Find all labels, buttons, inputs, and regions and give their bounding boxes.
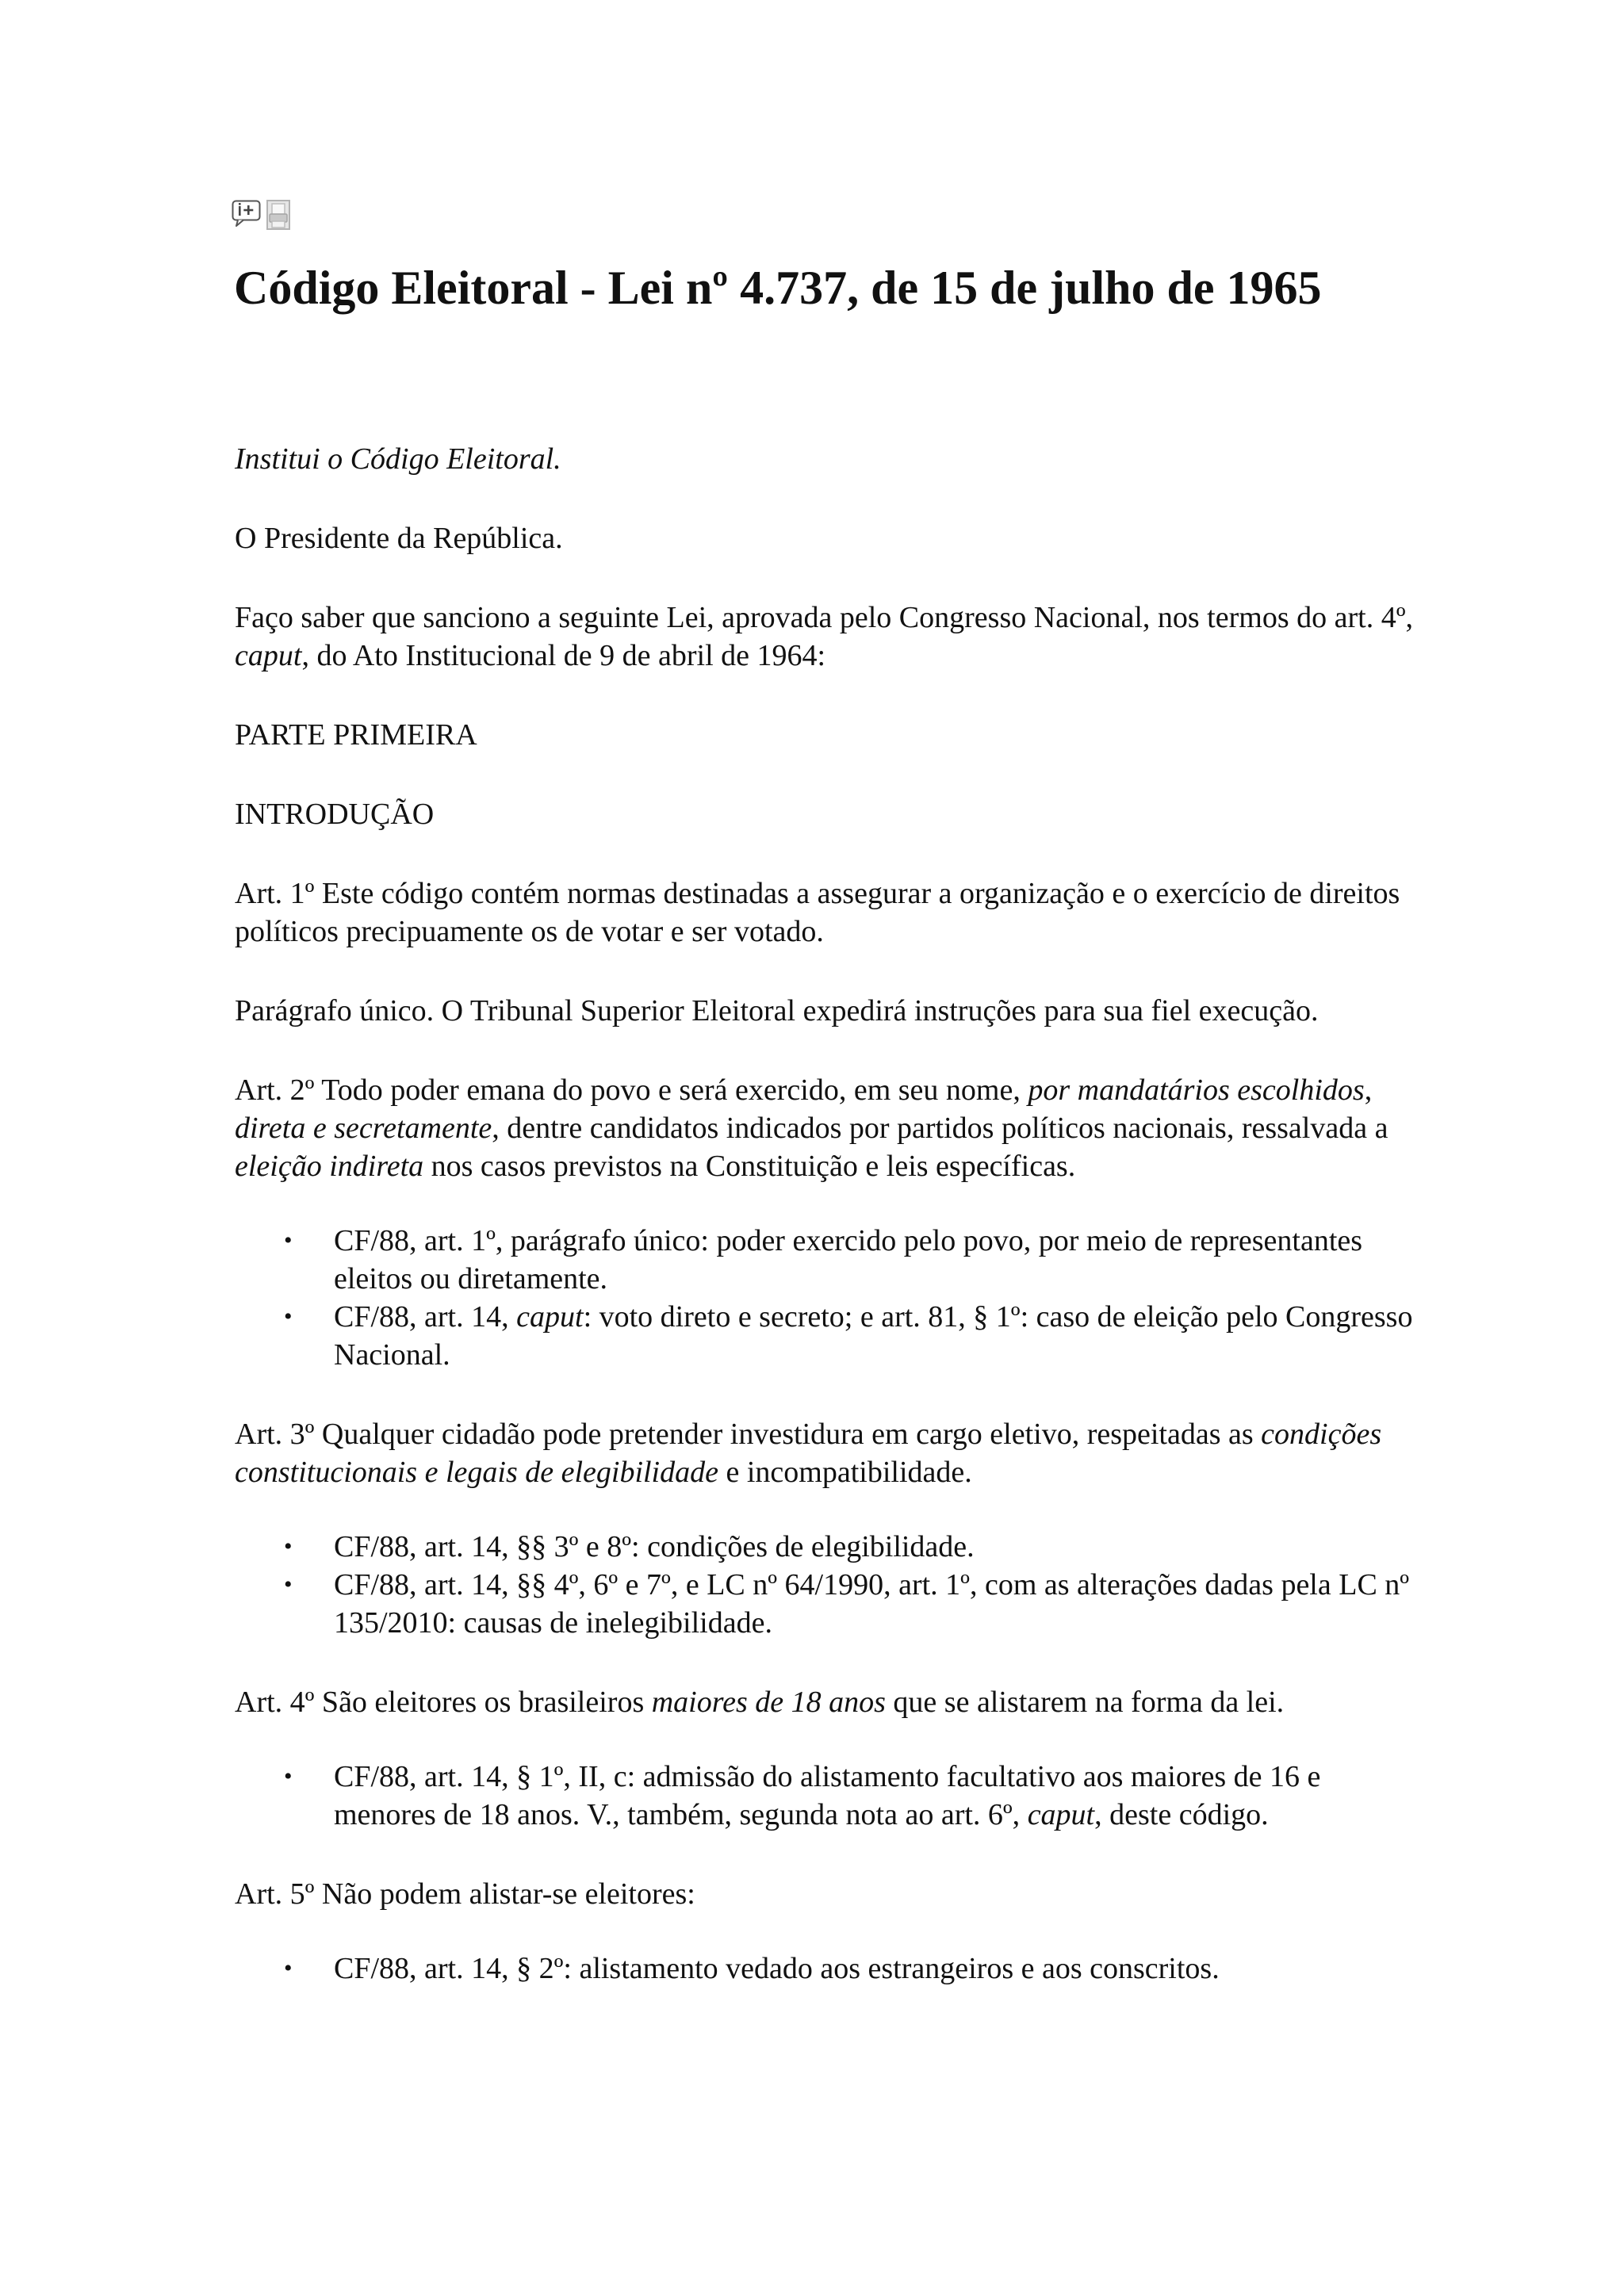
president-line: O Presidente da República. [235, 522, 563, 555]
preamble: Faço saber que sanciono a seguinte Lei, aprovada pelo Congresso Nacional, nos termos do art. 4º, caput, do Ato Institucional de 9 de abril de 1964: [235, 601, 1413, 672]
article-1: Art. 1º Este código contém normas destinadas a assegurar a organização e o exercício de direitos políticos precipuamente os de votar e ser votado. [235, 877, 1400, 948]
print-icon[interactable] [266, 200, 290, 234]
part-heading: PARTE PRIMEIRA [235, 718, 477, 752]
list-item: • CF/88, art. 14, § 1º, II, c: admissão do alistamento facultativo aos maiores de 16 e menores de 18 anos. V., também, segunda nota ao art. 6º, caput, deste código. [334, 1758, 1424, 1834]
section-heading: INTRODUÇÃO [235, 798, 435, 831]
article-2-notes [235, 1222, 1424, 1374]
list-item: • CF/88, art. 14, caput: voto direto e secreto; e art. 81, § 1º: caso de eleição pelo Congresso Nacional. [334, 1298, 1424, 1374]
article-1-paragraph: Parágrafo único. O Tribunal Superior Eleitoral expedirá instruções para sua fiel execução. [235, 994, 1319, 1027]
list-item: • CF/88, art. 14, § 2º: alistamento vedado aos estrangeiros e aos conscritos. [334, 1950, 1424, 1988]
article-5: Art. 5º Não podem alistar-se eleitores: [235, 1877, 695, 1911]
article-2: Art. 2º Todo poder emana do povo e será exercido, em seu nome, por mandatários escolhidos, direta e secretamente, dentre candidatos indicados por partidos políticos nacionais, ressalvada a eleição indireta nos casos previstos na Constituição e leis específicas. [235, 1073, 1388, 1183]
info-plus-icon[interactable] [232, 200, 262, 231]
page-title: Código Eleitoral - Lei nº 4.737, de 15 de julho de 1965 [234, 262, 1322, 314]
document-body [235, 440, 1424, 2029]
article-5-notes [235, 1950, 1424, 1988]
ementa: Institui o Código Eleitoral. [235, 442, 561, 476]
document-toolbar [232, 200, 290, 234]
article-3-notes [235, 1528, 1424, 1642]
article-4-notes [235, 1758, 1424, 1834]
list-item: • CF/88, art. 1º, parágrafo único: poder exercido pelo povo, por meio de representantes eleitos ou diretamente. [334, 1222, 1424, 1298]
article-3: Art. 3º Qualquer cidadão pode pretender investidura em cargo eletivo, respeitadas as condições constitucionais e legais de elegibilidade e incompatibilidade. [235, 1418, 1382, 1489]
list-item: • CF/88, art. 14, §§ 3º e 8º: condições de elegibilidade. [334, 1528, 1424, 1566]
list-item: • CF/88, art. 14, §§ 4º, 6º e 7º, e LC nº 64/1990, art. 1º, com as alterações dadas pela LC nº 135/2010: causas de inelegibilidade. [334, 1566, 1424, 1642]
article-4: Art. 4º São eleitores os brasileiros maiores de 18 anos que se alistarem na forma da lei. [235, 1686, 1285, 1719]
